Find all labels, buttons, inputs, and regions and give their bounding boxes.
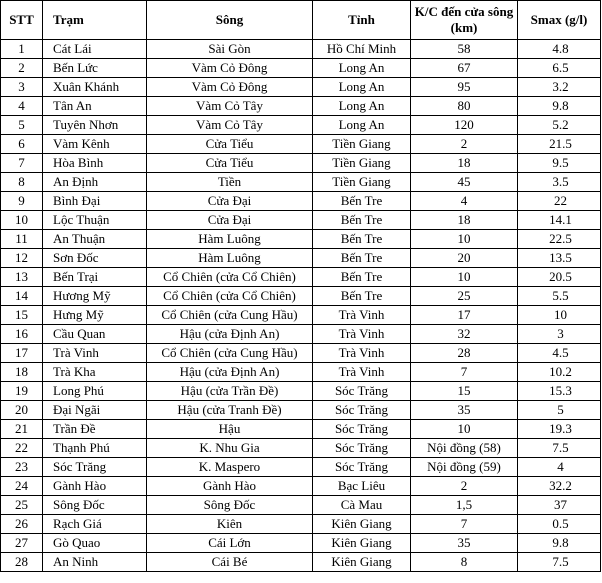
- cell-stt: 12: [1, 249, 43, 268]
- cell-song: Cổ Chiên (cửa Cổ Chiên): [147, 287, 313, 306]
- cell-kc: 1,5: [411, 496, 518, 515]
- cell-tram: Long Phú: [43, 382, 147, 401]
- cell-stt: 24: [1, 477, 43, 496]
- table-row: [1, 306, 601, 325]
- header-row: [1, 1, 601, 40]
- table-row: [1, 534, 601, 553]
- cell-tinh: Tiền Giang: [313, 173, 411, 192]
- cell-smax: 14.1: [518, 211, 601, 230]
- cell-song: Sài Gòn: [147, 40, 313, 59]
- cell-tram: Đại Ngãi: [43, 401, 147, 420]
- cell-tinh: Bến Tre: [313, 211, 411, 230]
- cell-song: Hậu: [147, 420, 313, 439]
- cell-smax: 4.8: [518, 40, 601, 59]
- cell-song: K. Nhu Gia: [147, 439, 313, 458]
- table-row: [1, 515, 601, 534]
- cell-stt: 27: [1, 534, 43, 553]
- cell-song: Kiên: [147, 515, 313, 534]
- cell-tinh: Cà Mau: [313, 496, 411, 515]
- cell-kc: 10: [411, 230, 518, 249]
- cell-smax: 10: [518, 306, 601, 325]
- cell-kc: 2: [411, 477, 518, 496]
- header-tinh: Tỉnh: [313, 1, 411, 40]
- cell-tram: An Ninh: [43, 553, 147, 572]
- cell-kc: 10: [411, 420, 518, 439]
- cell-tinh: Bến Tre: [313, 249, 411, 268]
- cell-smax: 22: [518, 192, 601, 211]
- cell-tinh: Kiên Giang: [313, 515, 411, 534]
- cell-stt: 11: [1, 230, 43, 249]
- cell-stt: 5: [1, 116, 43, 135]
- cell-smax: 9.5: [518, 154, 601, 173]
- table-body: [1, 40, 601, 572]
- cell-song: Cái Bé: [147, 553, 313, 572]
- cell-smax: 19.3: [518, 420, 601, 439]
- cell-kc: Nội đồng (59): [411, 458, 518, 477]
- cell-tinh: Long An: [313, 59, 411, 78]
- cell-smax: 10.2: [518, 363, 601, 382]
- cell-tram: Trà Kha: [43, 363, 147, 382]
- cell-stt: 17: [1, 344, 43, 363]
- cell-tram: Cát Lái: [43, 40, 147, 59]
- cell-tram: Xuân Khánh: [43, 78, 147, 97]
- cell-kc: 20: [411, 249, 518, 268]
- cell-kc: 67: [411, 59, 518, 78]
- cell-smax: 22.5: [518, 230, 601, 249]
- table-row: [1, 439, 601, 458]
- cell-smax: 0.5: [518, 515, 601, 534]
- cell-smax: 3.2: [518, 78, 601, 97]
- cell-stt: 7: [1, 154, 43, 173]
- cell-tinh: Sóc Trăng: [313, 439, 411, 458]
- cell-song: Cái Lớn: [147, 534, 313, 553]
- cell-song: Cửa Đại: [147, 192, 313, 211]
- cell-stt: 14: [1, 287, 43, 306]
- cell-kc: 25: [411, 287, 518, 306]
- cell-kc: 120: [411, 116, 518, 135]
- cell-song: Cửa Đại: [147, 211, 313, 230]
- cell-stt: 9: [1, 192, 43, 211]
- cell-song: Cổ Chiên (cửa Cung Hầu): [147, 344, 313, 363]
- cell-smax: 20.5: [518, 268, 601, 287]
- header-stt: STT: [1, 1, 43, 40]
- cell-kc: 45: [411, 173, 518, 192]
- cell-kc: 35: [411, 534, 518, 553]
- cell-stt: 22: [1, 439, 43, 458]
- cell-tinh: Sóc Trăng: [313, 382, 411, 401]
- cell-tram: Sông Đốc: [43, 496, 147, 515]
- cell-tram: Thạnh Phú: [43, 439, 147, 458]
- cell-tram: Tân An: [43, 97, 147, 116]
- cell-kc: 58: [411, 40, 518, 59]
- cell-tram: Bình Đại: [43, 192, 147, 211]
- table-row: [1, 287, 601, 306]
- cell-kc: 18: [411, 154, 518, 173]
- cell-stt: 8: [1, 173, 43, 192]
- cell-tram: Sóc Trăng: [43, 458, 147, 477]
- cell-tinh: Trà Vinh: [313, 306, 411, 325]
- cell-tram: An Thuận: [43, 230, 147, 249]
- cell-stt: 23: [1, 458, 43, 477]
- cell-stt: 18: [1, 363, 43, 382]
- cell-smax: 21.5: [518, 135, 601, 154]
- cell-tinh: Long An: [313, 78, 411, 97]
- cell-stt: 21: [1, 420, 43, 439]
- cell-kc: 35: [411, 401, 518, 420]
- table-row: [1, 40, 601, 59]
- cell-stt: 1: [1, 40, 43, 59]
- cell-song: Hàm Luông: [147, 230, 313, 249]
- cell-tinh: Sóc Trăng: [313, 420, 411, 439]
- table-row: [1, 363, 601, 382]
- cell-tram: Bến Trại: [43, 268, 147, 287]
- header-tram: Trạm: [43, 1, 147, 40]
- cell-smax: 9.8: [518, 97, 601, 116]
- table-row: [1, 401, 601, 420]
- cell-stt: 6: [1, 135, 43, 154]
- cell-stt: 19: [1, 382, 43, 401]
- cell-kc: 7: [411, 363, 518, 382]
- cell-tinh: Tiền Giang: [313, 154, 411, 173]
- table-row: [1, 97, 601, 116]
- cell-kc: 7: [411, 515, 518, 534]
- cell-tram: Rạch Giá: [43, 515, 147, 534]
- header-song: Sông: [147, 1, 313, 40]
- cell-tinh: Trà Vinh: [313, 325, 411, 344]
- cell-tinh: Sóc Trăng: [313, 458, 411, 477]
- table-row: [1, 192, 601, 211]
- cell-tram: Gành Hào: [43, 477, 147, 496]
- cell-song: Sông Đốc: [147, 496, 313, 515]
- table-row: [1, 325, 601, 344]
- cell-smax: 5: [518, 401, 601, 420]
- cell-kc: 10: [411, 268, 518, 287]
- cell-song: Hậu (cửa Trần Đề): [147, 382, 313, 401]
- cell-song: Cửa Tiểu: [147, 154, 313, 173]
- header-kc: K/C đến cửa sông (km): [411, 1, 518, 40]
- cell-smax: 4.5: [518, 344, 601, 363]
- cell-kc: Nội đồng (58): [411, 439, 518, 458]
- cell-kc: 32: [411, 325, 518, 344]
- cell-tinh: Trà Vinh: [313, 363, 411, 382]
- cell-kc: 17: [411, 306, 518, 325]
- cell-stt: 3: [1, 78, 43, 97]
- cell-song: Hậu (cửa Định An): [147, 325, 313, 344]
- table-row: [1, 154, 601, 173]
- cell-stt: 25: [1, 496, 43, 515]
- cell-tram: Cầu Quan: [43, 325, 147, 344]
- cell-tinh: Bạc Liêu: [313, 477, 411, 496]
- table-row: [1, 135, 601, 154]
- cell-stt: 2: [1, 59, 43, 78]
- table-row: [1, 553, 601, 572]
- cell-tram: Gò Quao: [43, 534, 147, 553]
- cell-kc: 80: [411, 97, 518, 116]
- cell-stt: 20: [1, 401, 43, 420]
- cell-song: K. Maspero: [147, 458, 313, 477]
- cell-tinh: Bến Tre: [313, 230, 411, 249]
- cell-song: Gành Hào: [147, 477, 313, 496]
- table-row: [1, 173, 601, 192]
- cell-smax: 5.2: [518, 116, 601, 135]
- cell-stt: 15: [1, 306, 43, 325]
- cell-song: Tiền: [147, 173, 313, 192]
- cell-song: Cổ Chiên (cửa Cung Hầu): [147, 306, 313, 325]
- table-row: [1, 420, 601, 439]
- table-row: [1, 116, 601, 135]
- cell-kc: 18: [411, 211, 518, 230]
- cell-song: Hậu (cửa Tranh Đề): [147, 401, 313, 420]
- cell-smax: 32.2: [518, 477, 601, 496]
- table-row: [1, 230, 601, 249]
- cell-song: Vàm Cỏ Tây: [147, 97, 313, 116]
- cell-smax: 7.5: [518, 439, 601, 458]
- cell-kc: 4: [411, 192, 518, 211]
- cell-smax: 3.5: [518, 173, 601, 192]
- cell-tram: Tuyên Nhơn: [43, 116, 147, 135]
- table-row: [1, 211, 601, 230]
- cell-smax: 9.8: [518, 534, 601, 553]
- cell-smax: 5.5: [518, 287, 601, 306]
- cell-tram: Hòa Bình: [43, 154, 147, 173]
- cell-tram: Hưng Mỹ: [43, 306, 147, 325]
- header-smax: Smax (g/l): [518, 1, 601, 40]
- cell-tinh: Bến Tre: [313, 287, 411, 306]
- cell-kc: 95: [411, 78, 518, 97]
- cell-song: Hàm Luông: [147, 249, 313, 268]
- table-row: [1, 249, 601, 268]
- table-header: [1, 1, 601, 40]
- table-row: [1, 382, 601, 401]
- cell-tinh: Sóc Trăng: [313, 401, 411, 420]
- cell-stt: 28: [1, 553, 43, 572]
- cell-stt: 10: [1, 211, 43, 230]
- cell-tinh: Long An: [313, 97, 411, 116]
- cell-tram: An Định: [43, 173, 147, 192]
- cell-tinh: Long An: [313, 116, 411, 135]
- cell-tram: Sơn Đốc: [43, 249, 147, 268]
- cell-smax: 15.3: [518, 382, 601, 401]
- cell-tinh: Bến Tre: [313, 192, 411, 211]
- cell-stt: 16: [1, 325, 43, 344]
- cell-stt: 26: [1, 515, 43, 534]
- cell-song: Hậu (cửa Định An): [147, 363, 313, 382]
- table-row: [1, 59, 601, 78]
- cell-tram: Hương Mỹ: [43, 287, 147, 306]
- cell-smax: 4: [518, 458, 601, 477]
- table-row: [1, 458, 601, 477]
- cell-smax: 13.5: [518, 249, 601, 268]
- table-row: [1, 268, 601, 287]
- cell-stt: 4: [1, 97, 43, 116]
- table-row: [1, 78, 601, 97]
- cell-song: Vàm Cỏ Đông: [147, 59, 313, 78]
- cell-song: Vàm Cỏ Đông: [147, 78, 313, 97]
- cell-kc: 15: [411, 382, 518, 401]
- cell-tinh: Bến Tre: [313, 268, 411, 287]
- cell-kc: 28: [411, 344, 518, 363]
- table-row: [1, 496, 601, 515]
- cell-smax: 6.5: [518, 59, 601, 78]
- cell-tinh: Kiên Giang: [313, 534, 411, 553]
- cell-tinh: Kiên Giang: [313, 553, 411, 572]
- cell-smax: 7.5: [518, 553, 601, 572]
- cell-tinh: Tiền Giang: [313, 135, 411, 154]
- cell-smax: 3: [518, 325, 601, 344]
- cell-tram: Lộc Thuận: [43, 211, 147, 230]
- cell-tram: Trà Vinh: [43, 344, 147, 363]
- cell-song: Vàm Cỏ Tây: [147, 116, 313, 135]
- cell-tinh: Trà Vinh: [313, 344, 411, 363]
- cell-song: Cửa Tiểu: [147, 135, 313, 154]
- cell-stt: 13: [1, 268, 43, 287]
- cell-kc: 8: [411, 553, 518, 572]
- cell-tram: Bến Lức: [43, 59, 147, 78]
- cell-tinh: Hồ Chí Minh: [313, 40, 411, 59]
- table-row: [1, 344, 601, 363]
- cell-song: Cổ Chiên (cửa Cổ Chiên): [147, 268, 313, 287]
- cell-smax: 37: [518, 496, 601, 515]
- cell-tram: Trần Đề: [43, 420, 147, 439]
- cell-kc: 2: [411, 135, 518, 154]
- cell-tram: Vàm Kênh: [43, 135, 147, 154]
- table-row: [1, 477, 601, 496]
